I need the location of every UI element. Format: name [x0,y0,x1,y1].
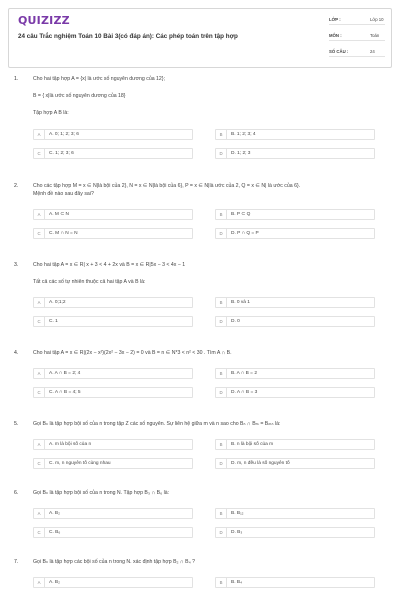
option-c[interactable] [33,527,193,538]
option-letter: A [34,210,45,219]
option-text: A. m là bội số của n [49,442,92,447]
meta-value: Lớp 10 [370,17,384,22]
question-text: Gọi Bₙ là tập hợp bội số của n trong N. Tập hợp B₃ ∩ B₆ là: [33,490,170,496]
option-letter: B [216,578,227,587]
meta-key: LỚP : [329,17,341,22]
option-b[interactable] [215,508,375,519]
option-letter: C [34,149,45,158]
option-a[interactable] [33,129,193,140]
option-text: B. P ⊂ Q [231,212,251,217]
option-c[interactable] [33,148,193,159]
meta-value: 24 [370,49,375,54]
option-c[interactable] [33,458,193,469]
question-text: Gọi Bₙ là tập hợp các bội số của n trong N. xác định tập hợp B₂ ∩ B₄ ? [33,559,196,565]
option-d[interactable] [215,458,375,469]
option-d[interactable] [215,527,375,538]
option-letter: B [216,440,227,449]
option-letter: D [216,229,227,238]
option-text: A. 0; 1; 2; 3; 6 [49,132,79,137]
option-text: C. 1; 2; 3; 6 [49,151,74,156]
worksheet-title: 24 câu Trắc nghiệm Toán 10 Bài 3(có đáp án): Các phép toán trên tập hợp [18,33,238,40]
meta-key: SỐ CÂU : [329,49,349,54]
option-d[interactable] [215,148,375,159]
option-letter: D [216,149,227,158]
option-text: B. 1; 2; 3; 4 [231,132,256,137]
question-text: Cho hai tập hợp A = {x| là ước số nguyên dương của 12}; [33,76,165,82]
option-letter: D [216,317,227,326]
meta-value: Toán [370,33,380,38]
option-text: B. B₁₂ [231,511,244,516]
option-text: A. B₂ [49,580,60,585]
option-b[interactable] [215,439,375,450]
option-letter: D [216,528,227,537]
option-text: A. 0;1;2 [49,300,66,305]
option-letter: A [34,369,45,378]
option-letter: A [34,578,45,587]
option-d[interactable] [215,316,375,327]
option-letter: B [216,369,227,378]
option-c[interactable] [33,316,193,327]
option-a[interactable] [33,577,193,588]
option-text: C. B₆ [49,530,61,535]
option-letter: C [34,388,45,397]
option-d[interactable] [215,387,375,398]
option-a[interactable] [33,368,193,379]
option-letter: B [216,509,227,518]
option-text: C. M ∩ N = N [49,231,78,236]
option-text: B. 0 và 1 [231,300,250,305]
option-text: A. B₂ [49,511,60,516]
meta-subject [329,30,385,41]
question-text: Gọi Bₙ là tập hợp bội số của n trong tập Z các số nguyên. Sự liên hệ giữa m và n sao cho Bₙ ∩ Bₘ = Bₘₙ là: [33,421,281,427]
option-letter: C [34,317,45,326]
meta-key: MÔN : [329,33,342,38]
option-letter: C [34,528,45,537]
option-b[interactable] [215,368,375,379]
option-b[interactable] [215,209,375,220]
option-text: D. B₃ [231,530,243,535]
option-b[interactable] [215,297,375,308]
option-text: C. m, n nguyên tố cùng nhau [49,461,111,466]
option-letter: C [34,229,45,238]
option-a[interactable] [33,508,193,519]
option-text: D. 1; 2; 3 [231,151,251,156]
question-number: 7. [14,559,19,565]
option-text: D. 0 [231,319,240,324]
option-b[interactable] [215,577,375,588]
option-c[interactable] [33,228,193,239]
question-number: 1. [14,76,19,82]
option-letter: C [34,459,45,468]
option-text: D. A ∩ B = 3 [231,390,258,395]
question-number: 3. [14,262,19,268]
question-number: 5. [14,421,19,427]
option-letter: B [216,210,227,219]
option-text: D. m, n đều là số nguyên tố [231,461,290,466]
option-text: B. n là bội số của m [231,442,274,447]
question-text: Cho hai tập A = x ∈ R|(2x − x²)(2x² − 3x − 2) = 0 và B = n ∈ N*3 < n² < 30 . Tìm A ∩ B. [33,350,232,356]
question-text: Tập hợp A B là: [33,110,69,116]
quizizz-logo: QUIZIZZ [18,14,70,27]
meta-class [329,14,385,25]
option-a[interactable] [33,297,193,308]
question-text: Cho các tập hợp M = x ∈ N|là bội của 2}, N = x ∈ N|là bội của 6}, P = x ∈ N|là ước của 2, Q = x ∈ N| là ước của 6}. [33,183,301,189]
option-d[interactable] [215,228,375,239]
option-text: C. 1 [49,319,58,324]
option-letter: A [34,298,45,307]
meta-count [329,46,385,57]
worksheet-header [8,8,392,68]
option-letter: B [216,298,227,307]
option-text: C. A ∩ B = 4; 5 [49,390,81,395]
question-number: 4. [14,350,19,356]
question-text: Mệnh đề nào sau đây sai? [33,191,94,197]
option-a[interactable] [33,439,193,450]
option-letter: D [216,459,227,468]
option-letter: A [34,440,45,449]
question-number: 2. [14,183,19,189]
option-c[interactable] [33,387,193,398]
question-text: Tất cả các số tự nhiên thuộc cả hai tập A và B là: [33,279,146,285]
question-text: B = { x|là ước số nguyên dương của 18} [33,93,126,99]
option-text: B. A ∩ B = 2 [231,371,257,376]
option-letter: D [216,388,227,397]
option-a[interactable] [33,209,193,220]
option-text: A. M ⊂ N [49,212,70,217]
option-text: D. P ∩ Q = P [231,231,259,236]
option-letter: A [34,509,45,518]
option-text: A. A ∩ B = 2; 4 [49,371,81,376]
question-number: 6. [14,490,19,496]
option-text: B. B₄ [231,580,243,585]
option-b[interactable] [215,129,375,140]
option-letter: A [34,130,45,139]
question-text: Cho hai tập A = x ∈ R| x + 3 < 4 + 2x và B = x ∈ R|5x − 3 < 4x − 1 [33,262,186,268]
option-letter: B [216,130,227,139]
